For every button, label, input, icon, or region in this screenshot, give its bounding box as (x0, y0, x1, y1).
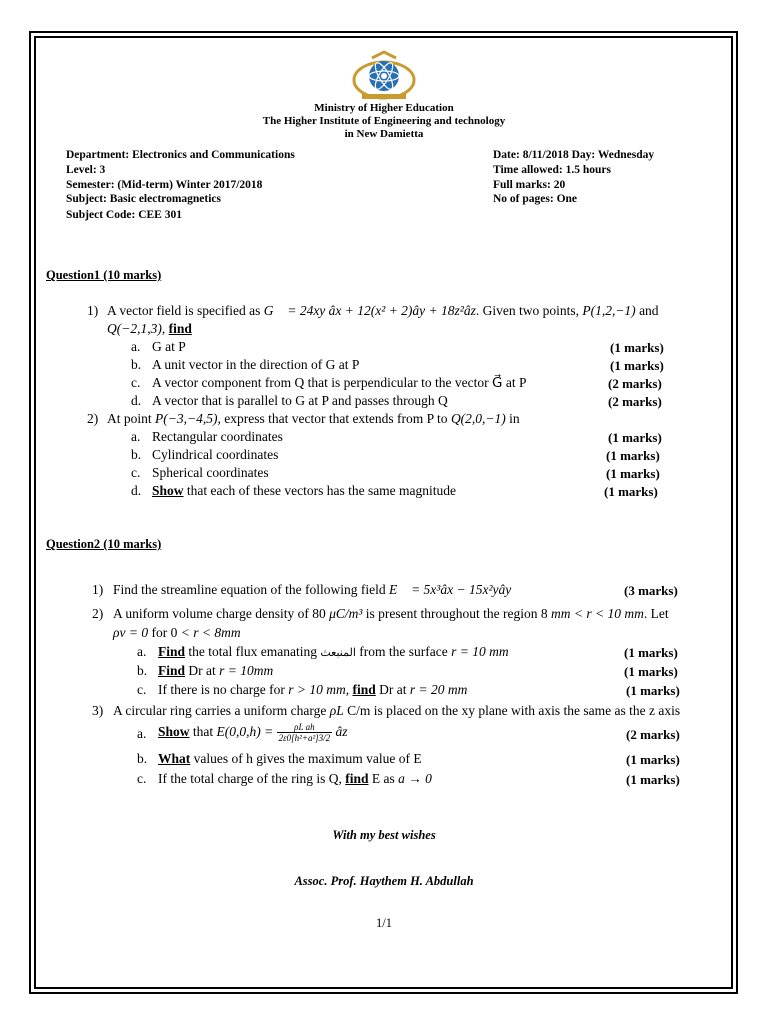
q1-2d-letter: d. (131, 483, 142, 498)
field-fraction: $\frac{\text{ρL ah}}{\text{2ε0[h²+a²]3/2}}$ (278, 722, 331, 744)
q1-part2-line: At point P(−3,−4,5), express that vector that extends from P to Q(2,0,−1) in (107, 411, 520, 426)
q1-1c-marks: (2 marks) (608, 376, 662, 391)
q1-2a-marks: (1 marks) (608, 430, 662, 445)
q2-part1-marks: (3 marks) (624, 583, 678, 598)
q2-2b-marks: (1 marks) (624, 664, 678, 679)
vector-field-e: E⃗ = 5x³âx − 15x²yây (388, 582, 512, 597)
q2-2a-letter: a. (137, 644, 147, 659)
q1-2c-text: Spherical coordinates (152, 465, 269, 480)
page-number: 1/1 (376, 916, 392, 930)
q2-3b-letter: b. (137, 751, 148, 766)
q1-2d-text: Show that each of these vectors has the same magnitude (152, 483, 457, 498)
q1-1a-letter: a. (131, 339, 141, 354)
q1-1a-text: G at P (152, 339, 186, 354)
ministry-line: Ministry of Higher Education (314, 102, 454, 114)
institute-logo-icon (352, 50, 416, 102)
exam-date: Date: 8/11/2018 Day: Wednesday (493, 149, 655, 161)
q1-2c-letter: c. (131, 465, 141, 480)
q1-part2-number: 2) (87, 411, 99, 426)
question1-title: Question1 (10 marks) (46, 268, 162, 282)
q1-1b-letter: b. (131, 357, 142, 372)
q1-1b-marks: (1 marks) (610, 358, 664, 373)
closing-wishes: With my best wishes (332, 828, 436, 842)
q2-2b-letter: b. (137, 663, 148, 678)
location-line: in New Damietta (344, 128, 424, 140)
institute-line: The Higher Institute of Engineering and technology (262, 115, 506, 127)
q1-part1-line1: A vector field is specified as G⃗ = 24xy âx + 12(x² + 2)ây + 18z²âz. Given two points, P(1,2,−1) and (107, 303, 659, 318)
q1-part1-line2: Q(−2,1,3), find (107, 321, 192, 336)
page-count: No of pages: One (493, 193, 578, 205)
subject-code: Subject Code: CEE 301 (66, 209, 182, 221)
vector-field-g: G⃗ = 24xy âx + 12(x² + 2)ây + 18z²âz (263, 303, 476, 318)
q2-part2-line1: A uniform volume charge density of 80 μC/m³ is present throughout the region 8 mm < r < 10 mm. Let (113, 606, 669, 621)
q1-1c-letter: c. (131, 375, 141, 390)
q2-part1-text: Find the streamline equation of the following field E⃗ = 5x³âx − 15x²yây (113, 582, 512, 597)
q1-1b-text: A unit vector in the direction of G at P (152, 357, 360, 372)
time-allowed: Time allowed: 1.5 hours (493, 164, 611, 176)
q2-2a-marks: (1 marks) (624, 645, 678, 660)
q2-2c-letter: c. (137, 682, 147, 697)
q2-2c-marks: (1 marks) (626, 683, 680, 698)
q1-2b-text: Cylindrical coordinates (152, 447, 279, 462)
q2-3a-marks: (2 marks) (626, 727, 680, 742)
q2-part2-number: 2) (92, 606, 104, 621)
q2-3a-text: Show that E(0,0,h) = $\frac{\text{ρL ah}}{\text{2ε0[h²+a²]3/2}}$ âz (158, 722, 348, 744)
full-marks: Full marks: 20 (493, 179, 566, 191)
q1-2a-letter: a. (131, 429, 141, 444)
semester: Semester: (Mid-term) Winter 2017/2018 (66, 179, 263, 191)
q2-3b-marks: (1 marks) (626, 752, 680, 767)
q2-part2-line2: ρv = 0 for 0 < r < 8mm (113, 625, 241, 640)
q1-2b-letter: b. (131, 447, 142, 462)
signature: Assoc. Prof. Haythem H. Abdullah (294, 874, 474, 888)
q1-2a-text: Rectangular coordinates (152, 429, 283, 444)
q1-2c-marks: (1 marks) (606, 466, 660, 481)
q2-part3-text: A circular ring carries a uniform charge ρL C/m is placed on the xy plane with axis the same as the z axis (113, 703, 681, 718)
q1-1c-text: A vector component from Q that is perpendicular to the vector G⃗ at P (152, 375, 527, 390)
q2-2a-text: Find the total flux emanating المنبعث from the surface r = 10 mm (158, 644, 509, 659)
q2-3b-text: What values of h gives the maximum value of E (158, 751, 422, 766)
q2-part1-number: 1) (92, 582, 104, 597)
q1-part1-number: 1) (87, 303, 99, 318)
q1-2b-marks: (1 marks) (606, 448, 660, 463)
q1-1a-marks: (1 marks) (610, 340, 664, 355)
q1-2d-marks: (1 marks) (604, 484, 658, 499)
q2-2c-text: If there is no charge for r > 10 mm, find Dr at r = 20 mm (158, 682, 468, 697)
q1-1d-text: A vector that is parallel to G at P and passes through Q (152, 393, 448, 408)
q2-2b-text: Find Dr at r = 10mm (158, 663, 274, 678)
subject: Subject: Basic electromagnetics (66, 193, 221, 205)
q2-3a-letter: a. (137, 726, 147, 741)
q1-1d-letter: d. (131, 393, 142, 408)
question2-title: Question2 (10 marks) (46, 537, 162, 551)
q2-3c-text: If the total charge of the ring is Q, find E as a → 0 (158, 771, 432, 786)
q2-3c-letter: c. (137, 771, 147, 786)
q1-1d-marks: (2 marks) (608, 394, 662, 409)
level: Level: 3 (66, 164, 106, 176)
department: Department: Electronics and Communications (66, 149, 295, 161)
q2-part3-number: 3) (92, 703, 104, 718)
q2-3c-marks: (1 marks) (626, 772, 680, 787)
